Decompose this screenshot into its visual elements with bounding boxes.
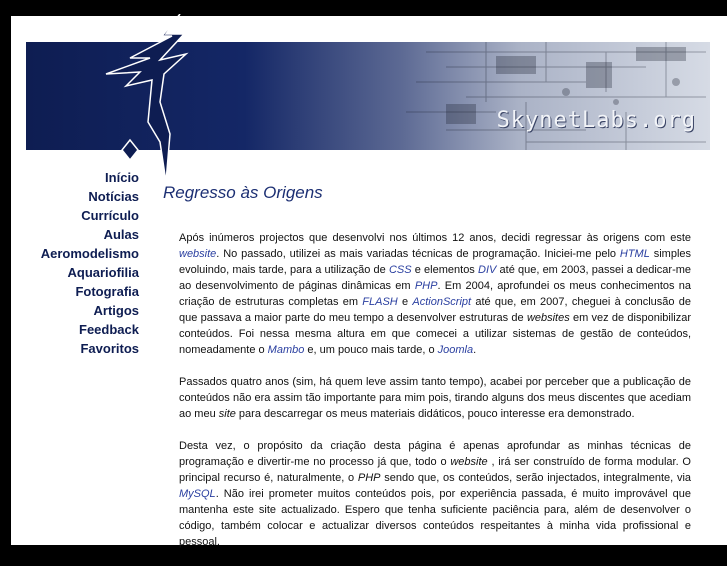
text-run: e elementos: [411, 264, 478, 276]
text-run: , irá ser construído de forma modular. O principal recurso é, naturalmente, o: [179, 456, 691, 484]
text-run: Desta vez, o propósito da criação desta página é apenas aprofundar as minhas técnicas de programação e divertir-me no processo já que, todo o: [179, 440, 691, 468]
main-nav: [26, 168, 139, 358]
inline-term: PHP: [357, 472, 381, 484]
inline-term-link[interactable]: FLASH: [362, 296, 398, 308]
inline-term-link[interactable]: Joomla: [437, 344, 474, 356]
text-run: até que, em 2007, cheguei à conclusão de que passava a maior parte do meu tempo a desenvolver estruturas de: [179, 296, 692, 324]
text-run: sendo que, os conteúdos, serão injectados, integralmente, via: [380, 472, 692, 484]
inline-term-link[interactable]: PHP: [414, 280, 438, 292]
text-run: para descarregar os meus materiais didáticos, pouco interesse era demonstrado.: [235, 408, 635, 420]
inline-term-link[interactable]: website: [179, 248, 217, 260]
nav-curriculo[interactable]: Currículo: [81, 208, 139, 223]
nav-feedback[interactable]: Feedback: [79, 322, 139, 337]
page-title: Regresso às Origens: [163, 183, 323, 202]
text-run: Passados quatro anos (sim, há quem leve assim tanto tempo), acabei por perceber que a publicação de conteúdos não era assim tão importante para mim pois, tirando alguns dos meus discentes que acediam ao meu: [179, 376, 691, 420]
inline-term-link[interactable]: HTML: [619, 248, 650, 260]
article-content: [179, 230, 691, 566]
inline-term-link[interactable]: MySQL: [179, 488, 216, 500]
nav-aquariofilia[interactable]: Aquariofilia: [67, 265, 139, 280]
nav-inicio[interactable]: Início: [105, 170, 139, 185]
nav-favoritos[interactable]: Favoritos: [80, 341, 139, 356]
text-run: Após inúmeros projectos que desenvolvi nos últimos 12 anos, decidi regressar às origens com este: [179, 232, 691, 244]
skynet-emblem-icon: [100, 14, 190, 186]
text-run: .: [473, 344, 477, 356]
text-run: . Em 2004, aprofundei os meus conhecimentos na criação de estruturas completas em: [179, 280, 691, 308]
text-run: até que, em 2003, passei a dedicar-me ao desenvolvimento de páginas dinâmicas em: [179, 264, 692, 292]
text-run: em vez de disponibilizar conteúdos. Foi nessa mesma altura em que comecei a utilizar sistemas de gestão de conteúdos, nomeadamente o: [179, 312, 691, 356]
text-run: . No passado, utilizei as mais variadas técnicas de programação. Iniciei-me pelo: [216, 248, 620, 260]
inline-term-link[interactable]: ActionScript: [412, 296, 472, 308]
text-run: . Não irei prometer muitos conteúdos pois, por experiência passada, é muito improvável que mantenha este site actualizado. Espero que tenha suficiente paciência para, além de desenvolver o código, também colocar e actualizar diversos conteúdos respeitantes à minha vida profissional e pessoal.: [179, 488, 691, 548]
article-paragraph-3: [179, 438, 691, 550]
text-run: e: [397, 296, 413, 308]
text-run: e, um pouco mais tarde, o: [304, 344, 438, 356]
inline-term-link[interactable]: DIV: [478, 264, 497, 276]
site-logo-text: SkynetLabs.org: [496, 108, 696, 133]
inline-term: websites: [526, 312, 570, 324]
nav-artigos[interactable]: Artigos: [93, 303, 139, 318]
inline-term-link[interactable]: CSS: [388, 264, 412, 276]
inline-term: site: [218, 408, 236, 420]
article-paragraph-1: [179, 230, 691, 358]
inline-term-link[interactable]: Mambo: [267, 344, 305, 356]
nav-noticias[interactable]: Notícias: [88, 189, 139, 204]
nav-fotografia[interactable]: Fotografia: [75, 284, 139, 299]
text-run: simples evoluindo, mais tarde, para a utilização de: [179, 248, 692, 276]
nav-aulas[interactable]: Aulas: [103, 227, 139, 242]
inline-term: website: [450, 456, 488, 468]
nav-aeromodelismo[interactable]: Aeromodelismo: [40, 246, 139, 261]
article-paragraph-2: [179, 374, 691, 422]
